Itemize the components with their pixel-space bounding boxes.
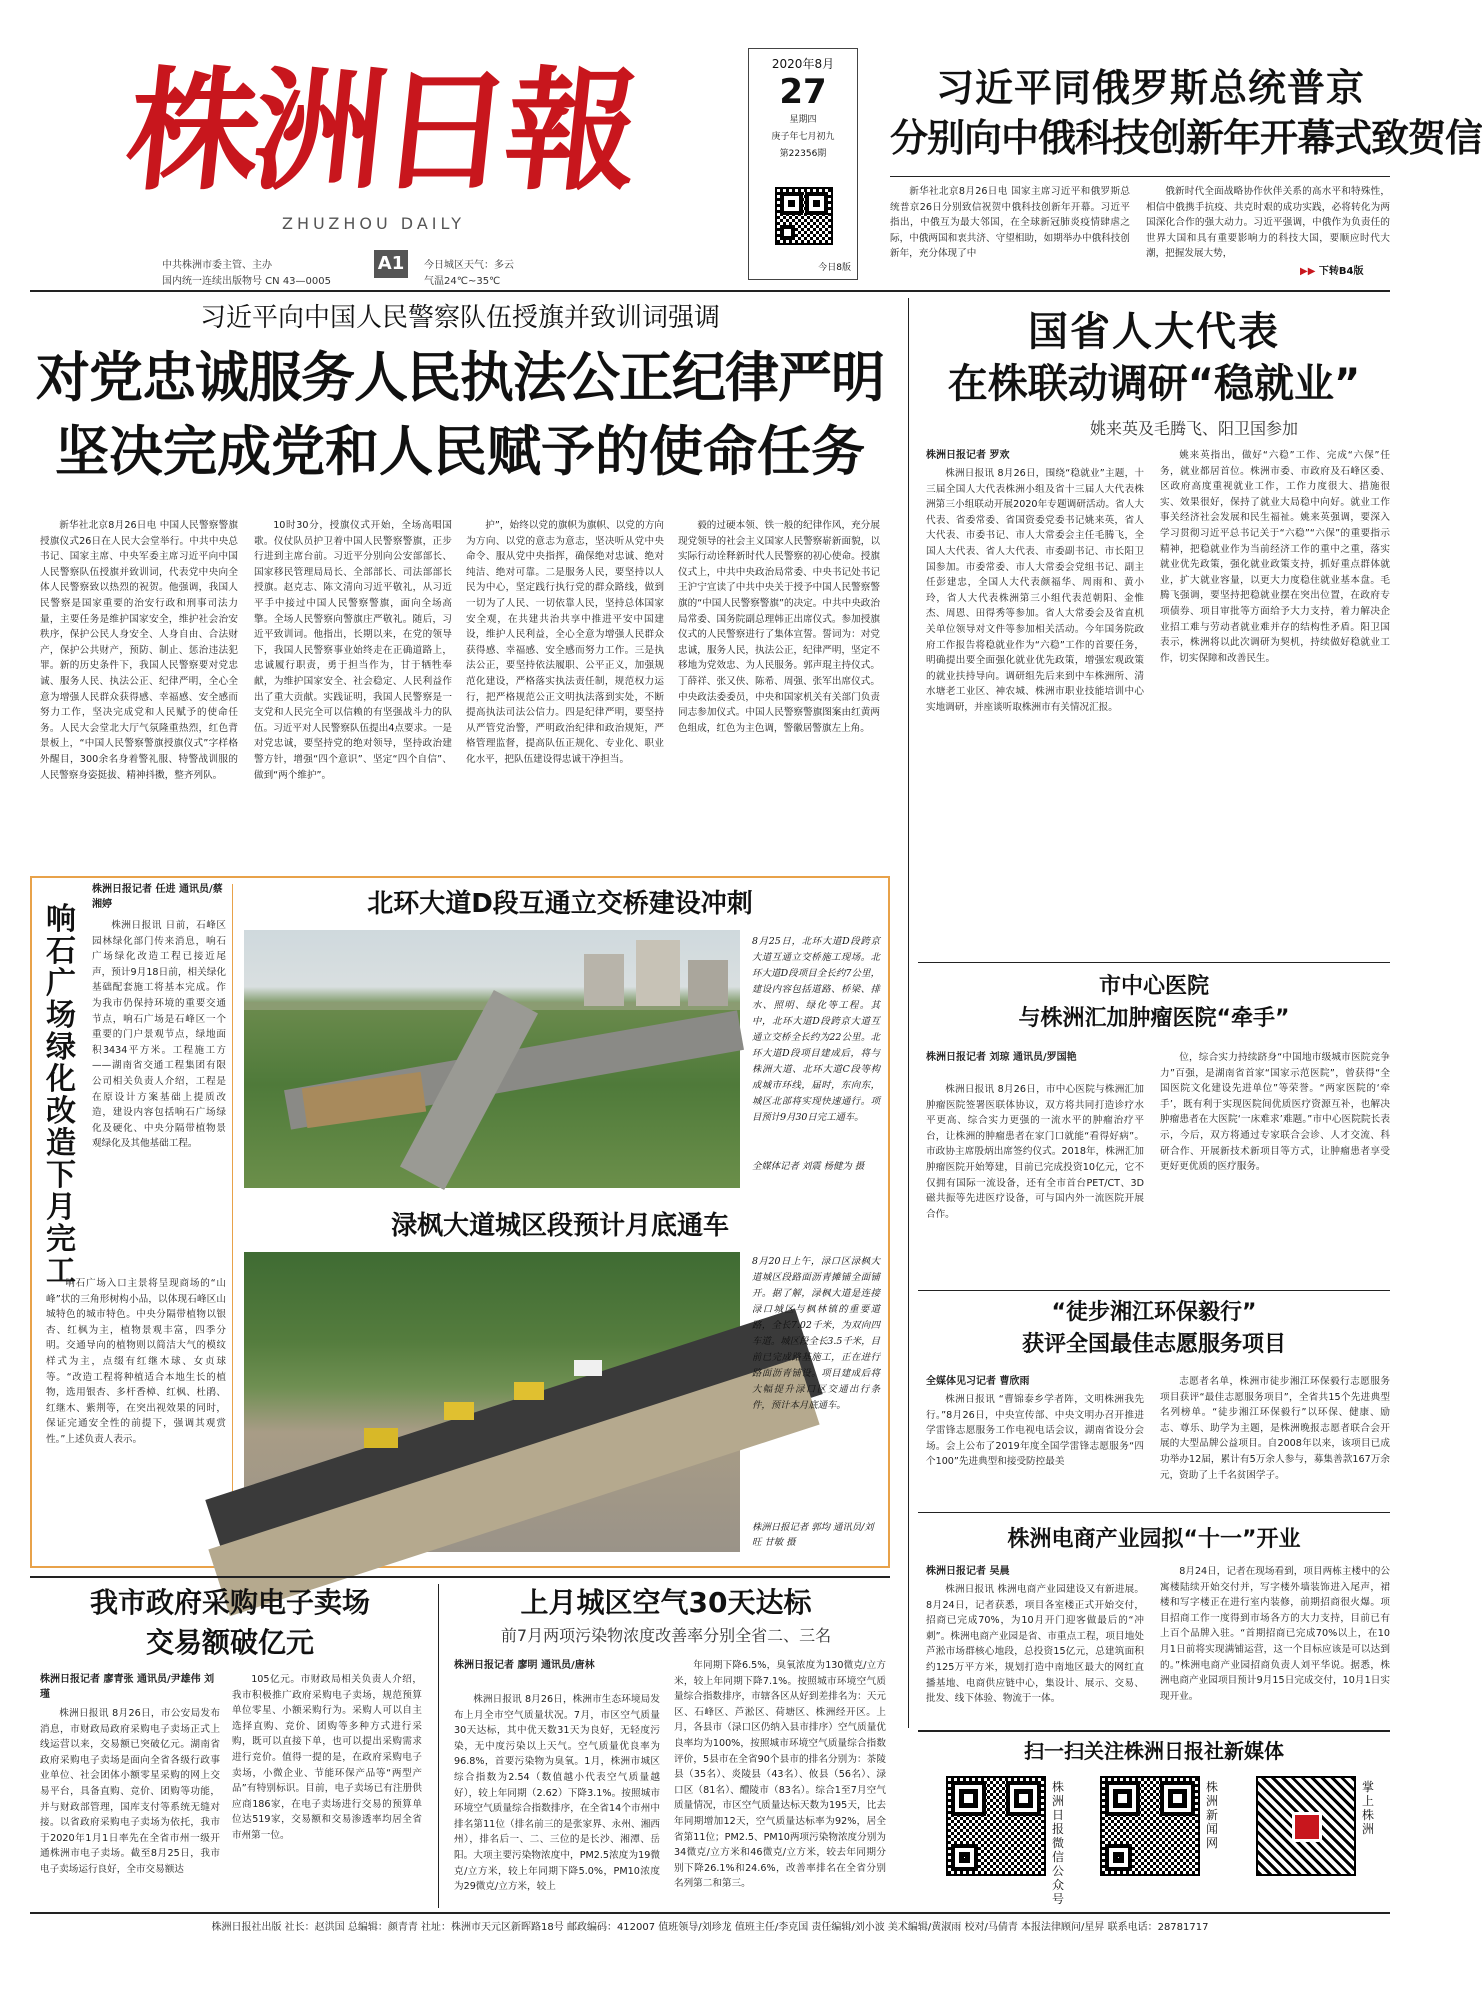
lead-kicker: 习近平向中国人民警察队伍授旗并致训词强调 [199,303,720,333]
air-headline: 上月城区空气30天达标 [520,1586,812,1619]
lead-col-2: 10时30分，授旗仪式开始，全场高唱国歌。仪仗队员护卫着中国人民警察警旗，正步行进到主席台前。习近平分别向公安部部长、国家移民管理局局长、全部部长、司法部部长授旗。赵克志、陈文清向习近平敬礼，从习近平手中接过中国人民警察警旗，面向全场高擎。全场人民警察向警旗庄严敬礼。随后，习近平致训词。他指出，长期以来，在党的领导下，我国人民警察事业始终走在正确道路上，忠诚履行职责，勇于担当作为，甘于牺牲奉献，为维护国家安全、社会稳定、人民利益作出了重大贡献。实践证明，我国人民警察是一支党和人民完全可以信赖的有坚强战斗力的队伍。习近平对人民警察队伍提出4点要求。一是对党忠诚，要坚持党的绝对领导，坚持政治建警方针，增强“四个意识”、坚定“四个自信”、做到“两个维护”。 [254,520,452,781]
npc-headline-1: 国省人大代表 [1028,309,1280,355]
ecommerce-col-2: 8月24日，记者在现场看到，项目两栋主楼中的公寓楼陆续开始交付并，写字楼外墙装饰进入尾声，裙楼和写字楼正在进行室内装修，前期招商很火爆。项目招商工作一度得到市场各方的大力支持，目前已有上百个品牌入驻。“首期招商已完成70%以上，在10月1日前将实现满铺运营，这一个目标应该是可以达到的。”株洲电商产业园招商负责人刘平华说。据悉，株洲电商产业园项目预计9月15日完成交付，10月1日实现开业。 [1160,1566,1390,1702]
procure-col-1: 株洲日报讯 8月26日，市公安局发布消息，市财政局政府采购电子卖场正式上线运营以来，交易额已突破亿元。湖南省政府采购电子卖场是面向全省各级行政事业单位、社会团体小额零星采购的网上交易平台，具备直购、竞价、团购等功能，并与财政部管理，国库支付等系统无缝对接。以省政府采购电子卖场为依托，我市于2020年1月1日率先在全省市州一级开通株洲市电子卖场。截至8月25日，我市电子卖场运行良好，全市交易额达 [40,1708,220,1875]
hospital-col-1: 株洲日报讯 8月26日，市中心医院与株洲汇加肿瘤医院签署医联体协议，双方将共同打造诊疗水平更高、综合实力更强的一流水平的肿瘤治疗平台，让株洲的肿瘤患者在家门口就能“看得好病”。市政协主席殷炳出席签约仪式。2018年，株洲汇加肿瘤医院开始筹建，目前已完成投资10亿元，它不仅拥有国际一流设备，还有全市首台PET/CT、3D磁共振等先进医疗设备，可与国内外一流医院开展合作。 [926,1084,1144,1220]
stone-col-1: 株洲日报讯 日前，石峰区园林绿化部门传来消息，响石广场绿化改造工程已接近尾声，预计9月18日前，相关绿化基础配套施工将基本完成。作为我市仍保持环境的重要交通节点，响石广场是石峰区一个重要的门户景观节点，绿地面积3434平方米。工程施工方——湖南省交通工程集团有限公司相关负责人介绍，工程是在原设计方案基础上提质改造，建设内容包括响石广场绿化及硬化、中央分隔带植物景观绿化及其他基础工程。 [92,920,226,1150]
page-count: 今日8版 [818,263,851,273]
top-story-col-1: 新华社北京8月26日电 国家主席习近平和俄罗斯总统普京26日分别致信祝贺中俄科技创新年开幕。习近平指出，中俄互为最大邻国，在全球新冠肺炎疫情肆虐之际，中俄两国和衷共济、守望相助，如期举办中俄科技创新年，充分体现了中 [890,186,1130,260]
license-text: 国内统一连续出版物号 CN 43—0005 [162,276,331,287]
procure-col-2: 105亿元。市财政局相关负责人介绍，我市积极推广政府采购电子卖场，规范预算单位零星、小额采购行为。采购人可以自主选择直购、竞价、团购等多种方式进行采购，既可以直接下单，也可以提出采购需求进行竞价。值得一提的是，在政府采购电子卖场，小微企业、节能环保产品等“两型产品”有特别标识。目前，电子卖场已有注册供应商186家，在电子卖场进行交易的预算单位达519家，交易额和交易渗透率均居全省市州第一位。 [232,1674,422,1841]
top-story-col-2: 俄新时代全面战略协作伙伴关系的高水平和特殊性，相信中俄携手抗疫、共克时艰的成功实践，必将转化为两国深化合作的强大动力。习近平强调，中俄作为负责任的世界大国和具有重要影响力的科技大国，要顺应时代大潮，把握发展大势， [1146,186,1390,260]
jump-label: 下转B4版 [1318,266,1364,277]
top-story-headline-1: 习近平同俄罗斯总统普京 [936,66,1366,110]
beihuan-credit: 全媒体记者 刘震 杨健为 摄 [752,1161,865,1172]
volunteer-byline: 全媒体见习记者 曹欣雨 [926,1376,1030,1387]
date-box [748,48,858,280]
date-day: 27 [779,72,827,112]
air-subhead: 前7月两项污染物浓度改善率分别全省二、三名 [500,1626,832,1645]
beihuan-headline: 北环大道D段互通立交桥建设冲刺 [367,889,753,919]
lead-col-4: 毅的过硬本领、铁一般的纪律作风，充分展现党领导的社会主义国家人民警察崭新面貌，以实际行动诠释新时代人民警察的初心使命。授旗仪式上，中共中央政治局常委、中央书记处书记王沪宁宣读了中共中央关于授予中国人民警察警旗的“中国人民警察警旗”的决定。中共中央政治局常委、国务院副总理韩正出席仪式。参加授旗仪式的人民警察进行了集体宣誓。誓词为：对党忠诚，服务人民，执法公正，纪律严明，坚定不移地为党效忠、为人民服务。郭声琨主持仪式。丁薛祥、张又侠、陈希、周强、张军出席仪式。中央政法委委员，中央和国家机关有关部门负责同志参加仪式。中国人民警察警旗图案由红黄两色组成，红色为主色调，警徽居警旗左上角。 [678,520,880,734]
volunteer-col-2: 志愿者名单，株洲市徒步湘江环保毅行志愿服务项目获评“最佳志愿服务项目”，全省共15个先进典型名列榜单。“徒步湘江环保毅行”以环保、健康、励志、尊乐、助学为主题，是株洲晚报志愿者联合会开展的大型品牌公益项目。自2008年以来，该项目已成功举办12届，累计有5万余人参与，募集善款167万余元，资助了上千名贫困学子。 [1160,1376,1390,1481]
wechat-qr-label: 株洲日报微信公众号 [1052,1780,1065,1906]
top-story-headline-2: 分别向中俄科技创新年开幕式致贺信 [890,116,1482,160]
issue-number: 第22356期 [779,149,827,159]
hospital-headline-2: 与株洲汇加肿瘤医院“牵手” [1018,1006,1290,1031]
npc-subhead: 姚来英及毛腾飞、阳卫国参加 [1090,419,1299,438]
npc-col-1: 株洲日报讯 8月26日，围绕“稳就业”主题，十三届全国人大代表株洲小组及省十三届人大代表株洲第三小组联动开展2020年专题调研活动。省人大代表、省委常委、省国资委党委书记姚来英，省人大代表、市委书记、市人大常委会主任毛腾飞，全国人大代表、省人大代表、市委副书记、市长阳卫国参加。市委常委、市人大常委会党组书记、副主任彭建忠，全国人大代表颜福华、周雨和、黄小玲，省人大代表株洲第三小组代表范朝阳、金惟杰、周恩、田得秀等参加。省人大常委会及省直机关单位领导对文件等参加相关活动。今年国务院政府工作报告将稳就业作为“六稳”工作的首要任务，明确提出要全面强化就业优先政策，增强宏观政策的就业扶持导向。调研组先后来到中车株洲所、清水塘老工业区、神农城、株洲市职业技能培训中心实地调研，并座谈听取株洲市有关情况汇报。 [926,468,1144,713]
lead-col-3: 护”，始终以党的旗帜为旗帜、以党的方向为方向、以党的意志为意志，坚决听从党中央命令、服从党中央指挥，确保绝对忠诚、绝对纯洁、绝对可靠。二是服务人民，要坚持以人民为中心，坚定践行执行党的群众路线，做到一切为了人民、一切依靠人民，坚持总体国家安全观，在共建共治共享中推进平安中国建设，维护人民利益，全心全意为增强人民群众获得感、幸福感、安全感而努力工作。三是执法公正，要坚持依法履职、公平正义，加强规范化建设，严格落实执法责任制，规范权力运行，把严格规范公正文明执法落到实处，不断提高执法司法公信力。四是纪律严明，要坚持从严管党治警，严明政治纪律和政治规矩，严格管理监督，提高队伍正规化、专业化、职业化水平，把队伍建设得忠诚干净担当。 [466,520,664,765]
lufeng-headline: 渌枫大道城区段预计月底通车 [390,1211,729,1241]
ecommerce-col-1: 株洲日报讯 株洲电商产业园建设又有新进展。8月24日，记者获悉，项目各室楼正式开始交付，招商已完成70%，为10月开门迎客做最后的“冲刺”。株洲电商产业园是省、市重点工程，项目地处芦淞市场群核心地段，总投资15亿元，总建筑面积约125万平方米，规划打造中南地区最大的网红直播基地、电商供应链中心，集设计、展示、交易、批发、线下体验、物流于一体。 [926,1584,1144,1705]
date-lunar: 庚子年七月初九 [771,132,835,142]
beihuan-photo [244,930,740,1188]
procure-byline: 株洲日报记者 廖青张 通讯员/尹雄伟 刘瑾 [40,1674,215,1700]
lufeng-credit: 株洲日报记者 郭均 通讯员/刘旺 甘敏 摄 [752,1522,874,1548]
wechat-qr-code [946,1776,1046,1876]
footer-text: 株洲日报社出版 社长：赵洪国 总编辑：颜青青 社址：株洲市天元区新晖路18号 邮政编码：412007 值班领导/刘珍龙 值班主任/李克国 责任编辑/刘小波 美术编辑/黄淑雨 校对/马倩青 本报法律顾问/星昇 联系电话：28781717 [211,1922,1209,1933]
volunteer-col-1: 株洲日报讯 “曹锦泰乡学者阵，文明株洲我先行。”8月26日，中央宣传部、中央文明办召开推进学雷锋志愿服务工作电视电话会议，湖南省设分会场。会上公布了2019年度全国学雷锋志愿服务“四个100”先进典型和接受防控最美 [926,1394,1144,1468]
lufeng-photo [244,1252,740,1552]
lead-headline-2: 坚决完成党和人民赋予的使命任务 [55,420,865,483]
air-col-1: 株洲日报讯 8月26日，株洲市生态环境局发布上月全市空气质量状况。7月，市区空气质量30天达标，其中优天数31天为良好，无轻度污染，无中度污染以上天气。空气质量优良率为96.8%，首要污染物为臭氧。1月，株洲市城区综合指数为2.54（数值越小代表空气质量越好），较上年同期（2.62）下降3.1%。按照城市环境空气质量综合指数排序，在全省14个市州中排名第11位（排名前三的是张家界、永州、湘西州），排名后一、二、三位的是长沙、湘潭、岳阳。大项主要污染物浓度中，PM2.5浓度为19微克/立方米，较上年同期下降5.0%，PM10浓度为29微克/立方米，较上 [454,1694,660,1893]
stone-col-2: 响石广场入口主景将呈现商场的“山峰”状的三角形树构小品，以体现石峰区山城特色的城市特色。中央分隔带植物以银杏、红枫为主，植物景观丰富，四季分明。交通导向的植物则以简洁大气的模纹样式为主，点缀有红继木球、女贞球等。“改造工程将种植适合本地生长的植物，选用银杏、多杆香樟、红枫、杜鹃、红继木、紫荆等，在突出视效果的同时，保证完通安全性的前提下，强调其观赏性。”上述负责人表示。 [46,1278,226,1445]
procure-headline-1: 我市政府采购电子卖场 [89,1586,370,1619]
section-badge [374,250,408,278]
ecommerce-byline: 株洲日报记者 吴晨 [926,1566,1010,1577]
ecommerce-headline: 株洲电商产业园拟“十一”开业 [1007,1527,1301,1552]
jump-badge [1300,262,1363,277]
air-byline: 株洲日报记者 廖明 通讯员/唐林 [454,1660,595,1671]
volunteer-headline-2: 获评全国最佳志愿服务项目 [1021,1332,1286,1357]
npc-headline-2: 在株联动调研“稳就业” [947,361,1361,407]
lead-col-1: 新华社北京8月26日电 中国人民警察警旗授旗仪式26日在人民大会堂举行。中共中央总书记、国家主席、中央军委主席习近平向中国人民警察队伍授旗并致训词，代表党中央向全体人民警察致以热烈的祝贺。他强调，我国人民警察是国家重要的治安行政和刑事司法力量，主要任务是维护国家安全，维护社会治安秩序，保护公民人身安全、人身自由、合法财产，保护公共财产，预防、制止、惩治违法犯罪。新的历史条件下，我国人民警察要对党忠诚、服务人民、执法公正、纪律严明，全心全意为增强人民群众获得感、幸福感、安全感而努力工作，坚决完成党和人民赋予的使命任务。人民大会堂北大厅气氛隆重热烈，红色背景板上，“中国人民警察警旗授旗仪式”字样格外醒目，300余名身着警礼服、特警战训服的人民警察身姿挺拔、精神抖擞，整齐列队。 [40,520,238,781]
news-site-qr-code [1100,1776,1200,1876]
volunteer-headline-1: “徒步湘江环保毅行” [1051,1300,1257,1325]
hospital-byline: 株洲日报记者 刘琼 通讯员/罗国艳 [926,1052,1077,1063]
app-qr-label: 掌上株洲 [1362,1780,1375,1836]
air-col-2: 年同期下降6.5%，臭氧浓度为130微克/立方米，较上年同期下降7.1%。按照城市环境空气质量综合指数排序，市辖各区从好到差排名为：天元区、石峰区、芦淞区、荷塘区、株洲经开区。上月，各县市（渌口区仍纳入县市排序）空气质量优良率均为100%，按照城市环境空气质量综合指数评价，5县市在全省90个县市的排名分别为：茶陵县（35名）、炎陵县（43名）、攸县（56名）、渌口区（81名）、醴陵市（83名）。综合1至7月空气质量情况，市区空气质量达标天数为195天，比去年同期增加12天，空气质量达标率为92%，居全省第11位；PM2.5、PM10两项污染物浓度分别为34微克/立方米和46微克/立方米，较去年同期分别下降26.1%和24.6%，改善率排名在全省分别名列第二和第三。 [674,1660,886,1890]
date-weekday: 星期四 [789,115,817,125]
hospital-col-2: 位，综合实力持续跻身“中国地市级城市医院竞争力”百强，是湖南省首家“国家示范医院”，曾获得“全国医院文化建设先进单位”等荣誉。“两家医院的‘牵手’，既有利于实现医院间优质医疗资源互补，也解决肿瘤患者在大医院‘一床难求’难题。”市中心医院院长表示，今后，双方将通过专家联合会诊、人才交流、科研合作、开展新技术新项目等方式，让肿瘤患者享受更好更优质的医疗服务。 [1160,1052,1390,1173]
date-year-month: 2020年8月 [771,57,835,71]
sponsor-text: 中共株洲市委主管、主办 [162,260,272,271]
scan-title: 扫一扫关注株洲日报社新媒体 [1024,1739,1284,1763]
temperature-text: 气温24℃~35℃ [424,276,501,287]
stone-byline: 株洲日报记者 任进 通讯员/蔡湘婷 [92,884,223,910]
procure-headline-2: 交易额破亿元 [145,1626,314,1659]
section-label: A1 [377,253,405,274]
masthead-qr-code [775,187,833,245]
npc-byline: 株洲日报记者 罗欢 [926,450,1010,461]
news-site-qr-label: 株洲新闻网 [1206,1780,1219,1850]
hospital-headline-1: 市中心医院 [1098,974,1209,999]
app-qr-code [1256,1776,1356,1876]
masthead-title: 株洲日報 [119,54,641,209]
npc-col-2: 姚来英指出，做好“六稳”工作、完成“六保”任务，就业都居首位。株洲市委、市政府及石峰区委、区政府高度重视就业工作，工作力度很大、措施很实、效果很好，保持了就业大局稳中向好。就业工作事关经济社会发展和民生福祉。姚来英强调，要深入学习贯彻习近平总书记关于“六稳”“六保”的重要指示精神，把稳就业作为当前经济工作的重中之重，落实就业优先政策，强化就业政策支持，抓好重点群体就业，扩大就业容量，以更大力度稳住就业基本盘。毛腾飞强调，要坚持把稳就业摆在突出位置，在政府专项债券、项目审批等方面给予大力支持，着力解决企业招工难与劳动者就业难并存的结构性矛盾。阳卫国表示，株洲将以此次调研为契机，持续做好稳就业工作，切实保障和改善民生。 [1160,450,1390,664]
lufeng-caption: 8月20日上午，渌口区渌枫大道城区段路面沥青摊铺全面铺开。据了解，渌枫大道是连接渌口城区与枫林镇的重要道路，全长7.02千米，为双向四车道。城区段全长3.5千米，目前已完成路基施工，正在进行路面沥青铺设。项目建成后将大幅提升渌口区交通出行条件，预计本月底通车。 [752,1256,880,1411]
stone-headline: 响石广场绿化改造下月完工 [46,902,76,1289]
weather-text: 今日城区天气：多云 [424,260,514,271]
beihuan-caption: 8月25日，北环大道D段跨京大道互通立交桥施工现场。北环大道D段项目全长约7公里，建设内容包括道路、桥梁、排水、照明、绿化等工程。其中，北环大道D段跨京大道互通立交桥全长约为22公里。北环大道D段项目建成后，将与株洲大道、北环大道C段等构成城市环线，届时，东向东，城区北部将实现快速通行。项目预计9月30日完工通车。 [752,936,880,1123]
masthead-subtitle: ZHUZHOU DAILY [282,214,466,233]
lead-headline-1: 对党忠诚服务人民执法公正纪律严明 [36,346,884,409]
jump-arrow-icon: ▶▶ [1300,266,1316,277]
